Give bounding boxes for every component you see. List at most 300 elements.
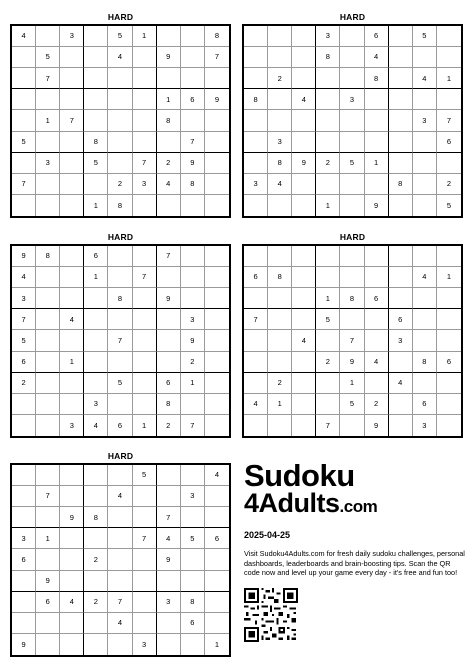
- sudoku-cell[interactable]: [413, 47, 437, 68]
- sudoku-cell[interactable]: [340, 246, 364, 267]
- sudoku-cell[interactable]: [84, 288, 108, 309]
- sudoku-cell[interactable]: [389, 195, 413, 216]
- sudoku-cell[interactable]: 2: [268, 373, 292, 394]
- sudoku-cell[interactable]: 1: [36, 528, 60, 549]
- sudoku-cell[interactable]: [268, 352, 292, 373]
- sudoku-cell[interactable]: [181, 288, 205, 309]
- sudoku-cell[interactable]: [389, 267, 413, 288]
- sudoku-cell[interactable]: [268, 246, 292, 267]
- sudoku-cell[interactable]: [316, 174, 340, 195]
- sudoku-cell[interactable]: [316, 330, 340, 351]
- sudoku-cell[interactable]: 7: [108, 592, 132, 613]
- sudoku-cell[interactable]: [181, 110, 205, 131]
- sudoku-cell[interactable]: [133, 373, 157, 394]
- sudoku-cell[interactable]: [12, 465, 36, 486]
- sudoku-cell[interactable]: 1: [36, 110, 60, 131]
- sudoku-cell[interactable]: [389, 246, 413, 267]
- sudoku-cell[interactable]: [108, 309, 132, 330]
- sudoku-cell[interactable]: [157, 267, 181, 288]
- sudoku-cell[interactable]: [244, 415, 268, 436]
- sudoku-cell[interactable]: [181, 68, 205, 89]
- sudoku-cell[interactable]: [268, 26, 292, 47]
- sudoku-cell[interactable]: 5: [12, 132, 36, 153]
- sudoku-cell[interactable]: 3: [12, 528, 36, 549]
- sudoku-cell[interactable]: [244, 47, 268, 68]
- sudoku-cell[interactable]: [205, 132, 229, 153]
- sudoku-cell[interactable]: [133, 613, 157, 634]
- sudoku-cell[interactable]: 9: [157, 47, 181, 68]
- sudoku-cell[interactable]: [340, 26, 364, 47]
- sudoku-cell[interactable]: [268, 195, 292, 216]
- sudoku-cell[interactable]: 4: [60, 592, 84, 613]
- sudoku-cell[interactable]: [157, 465, 181, 486]
- sudoku-cell[interactable]: [365, 174, 389, 195]
- sudoku-cell[interactable]: 3: [413, 110, 437, 131]
- sudoku-cell[interactable]: 3: [316, 26, 340, 47]
- sudoku-cell[interactable]: 9: [36, 571, 60, 592]
- sudoku-cell[interactable]: 1: [437, 68, 461, 89]
- sudoku-cell[interactable]: [36, 415, 60, 436]
- sudoku-cell[interactable]: [205, 373, 229, 394]
- sudoku-cell[interactable]: 8: [316, 47, 340, 68]
- sudoku-cell[interactable]: 5: [340, 153, 364, 174]
- sudoku-cell[interactable]: [292, 246, 316, 267]
- sudoku-cell[interactable]: [108, 394, 132, 415]
- sudoku-cell[interactable]: [340, 110, 364, 131]
- sudoku-cell[interactable]: 9: [157, 288, 181, 309]
- sudoku-cell[interactable]: [292, 373, 316, 394]
- sudoku-cell[interactable]: [292, 415, 316, 436]
- sudoku-cell[interactable]: [36, 26, 60, 47]
- sudoku-cell[interactable]: 5: [413, 26, 437, 47]
- sudoku-cell[interactable]: [316, 68, 340, 89]
- sudoku-cell[interactable]: 4: [292, 89, 316, 110]
- sudoku-cell[interactable]: [437, 394, 461, 415]
- sudoku-cell[interactable]: [365, 132, 389, 153]
- sudoku-cell[interactable]: 8: [389, 174, 413, 195]
- sudoku-cell[interactable]: [12, 110, 36, 131]
- sudoku-cell[interactable]: [205, 486, 229, 507]
- sudoku-cell[interactable]: 7: [36, 68, 60, 89]
- sudoku-cell[interactable]: [157, 330, 181, 351]
- sudoku-cell[interactable]: [84, 68, 108, 89]
- sudoku-cell[interactable]: 8: [268, 267, 292, 288]
- sudoku-cell[interactable]: [413, 89, 437, 110]
- sudoku-cell[interactable]: 1: [365, 153, 389, 174]
- sudoku-cell[interactable]: [316, 89, 340, 110]
- sudoku-cell[interactable]: [340, 267, 364, 288]
- sudoku-cell[interactable]: [413, 373, 437, 394]
- sudoku-cell[interactable]: [133, 47, 157, 68]
- sudoku-cell[interactable]: [157, 68, 181, 89]
- sudoku-cell[interactable]: [84, 634, 108, 655]
- sudoku-cell[interactable]: 2: [316, 352, 340, 373]
- sudoku-cell[interactable]: [413, 330, 437, 351]
- sudoku-cell[interactable]: [316, 267, 340, 288]
- sudoku-cell[interactable]: [108, 110, 132, 131]
- sudoku-cell[interactable]: [181, 549, 205, 570]
- sudoku-cell[interactable]: [157, 26, 181, 47]
- sudoku-cell[interactable]: 4: [60, 309, 84, 330]
- sudoku-cell[interactable]: [365, 267, 389, 288]
- sudoku-cell[interactable]: [36, 195, 60, 216]
- sudoku-cell[interactable]: [413, 153, 437, 174]
- sudoku-cell[interactable]: [413, 195, 437, 216]
- sudoku-cell[interactable]: [316, 373, 340, 394]
- sudoku-cell[interactable]: 5: [108, 373, 132, 394]
- sudoku-cell[interactable]: [60, 571, 84, 592]
- sudoku-cell[interactable]: [108, 68, 132, 89]
- sudoku-cell[interactable]: [437, 288, 461, 309]
- sudoku-cell[interactable]: 6: [437, 132, 461, 153]
- sudoku-cell[interactable]: 4: [84, 415, 108, 436]
- sudoku-cell[interactable]: [316, 110, 340, 131]
- sudoku-cell[interactable]: [316, 132, 340, 153]
- sudoku-cell[interactable]: [60, 267, 84, 288]
- sudoku-cell[interactable]: 2: [12, 373, 36, 394]
- sudoku-cell[interactable]: 2: [316, 153, 340, 174]
- sudoku-cell[interactable]: [84, 110, 108, 131]
- sudoku-cell[interactable]: 4: [365, 47, 389, 68]
- sudoku-cell[interactable]: 5: [316, 309, 340, 330]
- sudoku-cell[interactable]: [205, 549, 229, 570]
- sudoku-cell[interactable]: [205, 195, 229, 216]
- sudoku-cell[interactable]: 7: [133, 267, 157, 288]
- sudoku-cell[interactable]: [389, 68, 413, 89]
- sudoku-cell[interactable]: [437, 47, 461, 68]
- sudoku-cell[interactable]: 1: [316, 288, 340, 309]
- sudoku-cell[interactable]: [108, 267, 132, 288]
- sudoku-cell[interactable]: [60, 246, 84, 267]
- sudoku-cell[interactable]: [133, 68, 157, 89]
- sudoku-cell[interactable]: [181, 465, 205, 486]
- sudoku-cell[interactable]: [84, 352, 108, 373]
- sudoku-cell[interactable]: 4: [108, 486, 132, 507]
- sudoku-cell[interactable]: 8: [244, 89, 268, 110]
- sudoku-cell[interactable]: [365, 330, 389, 351]
- sudoku-cell[interactable]: [133, 549, 157, 570]
- sudoku-cell[interactable]: 3: [157, 592, 181, 613]
- sudoku-cell[interactable]: 6: [36, 592, 60, 613]
- sudoku-cell[interactable]: [157, 634, 181, 655]
- sudoku-cell[interactable]: [84, 309, 108, 330]
- sudoku-cell[interactable]: 7: [437, 110, 461, 131]
- sudoku-cell[interactable]: [268, 47, 292, 68]
- sudoku-cell[interactable]: 7: [157, 507, 181, 528]
- sudoku-cell[interactable]: [36, 634, 60, 655]
- sudoku-cell[interactable]: [60, 174, 84, 195]
- sudoku-cell[interactable]: [205, 153, 229, 174]
- sudoku-cell[interactable]: [268, 110, 292, 131]
- sudoku-cell[interactable]: 8: [108, 288, 132, 309]
- sudoku-cell[interactable]: [60, 330, 84, 351]
- sudoku-cell[interactable]: [292, 110, 316, 131]
- sudoku-cell[interactable]: 2: [84, 549, 108, 570]
- sudoku-cell[interactable]: [389, 110, 413, 131]
- sudoku-cell[interactable]: [84, 613, 108, 634]
- sudoku-cell[interactable]: [133, 571, 157, 592]
- sudoku-cell[interactable]: 2: [268, 68, 292, 89]
- sudoku-cell[interactable]: [205, 352, 229, 373]
- sudoku-cell[interactable]: [108, 571, 132, 592]
- sudoku-cell[interactable]: [292, 267, 316, 288]
- sudoku-cell[interactable]: 8: [268, 153, 292, 174]
- sudoku-cell[interactable]: [340, 47, 364, 68]
- sudoku-cell[interactable]: [413, 288, 437, 309]
- sudoku-cell[interactable]: [157, 352, 181, 373]
- sudoku-cell[interactable]: [205, 415, 229, 436]
- sudoku-cell[interactable]: 3: [181, 309, 205, 330]
- sudoku-cell[interactable]: [316, 246, 340, 267]
- sudoku-cell[interactable]: [108, 132, 132, 153]
- sudoku-cell[interactable]: [60, 153, 84, 174]
- sudoku-cell[interactable]: [268, 89, 292, 110]
- sudoku-cell[interactable]: 8: [181, 592, 205, 613]
- sudoku-cell[interactable]: 7: [36, 486, 60, 507]
- sudoku-cell[interactable]: [84, 528, 108, 549]
- sudoku-cell[interactable]: [12, 613, 36, 634]
- sudoku-cell[interactable]: 6: [413, 394, 437, 415]
- sudoku-cell[interactable]: 1: [340, 373, 364, 394]
- sudoku-cell[interactable]: [36, 330, 60, 351]
- sudoku-cell[interactable]: 1: [84, 195, 108, 216]
- sudoku-cell[interactable]: 6: [244, 267, 268, 288]
- sudoku-cell[interactable]: 9: [365, 415, 389, 436]
- sudoku-cell[interactable]: [389, 26, 413, 47]
- sudoku-cell[interactable]: [12, 592, 36, 613]
- sudoku-cell[interactable]: [133, 507, 157, 528]
- sudoku-cell[interactable]: [181, 246, 205, 267]
- sudoku-cell[interactable]: 3: [413, 415, 437, 436]
- sudoku-cell[interactable]: 6: [365, 26, 389, 47]
- sudoku-cell[interactable]: 3: [389, 330, 413, 351]
- sudoku-cell[interactable]: 1: [268, 394, 292, 415]
- sudoku-cell[interactable]: [389, 352, 413, 373]
- sudoku-cell[interactable]: [292, 132, 316, 153]
- sudoku-cell[interactable]: [60, 288, 84, 309]
- sudoku-cell[interactable]: [181, 26, 205, 47]
- sudoku-cell[interactable]: [244, 68, 268, 89]
- sudoku-cell[interactable]: 3: [60, 415, 84, 436]
- sudoku-cell[interactable]: [205, 288, 229, 309]
- sudoku-cell[interactable]: 2: [365, 394, 389, 415]
- sudoku-cell[interactable]: 8: [205, 26, 229, 47]
- sudoku-cell[interactable]: [36, 89, 60, 110]
- sudoku-cell[interactable]: [437, 373, 461, 394]
- sudoku-cell[interactable]: [181, 394, 205, 415]
- sudoku-cell[interactable]: 1: [214, 639, 220, 649]
- sudoku-cell[interactable]: 4: [12, 26, 36, 47]
- sudoku-cell[interactable]: [292, 394, 316, 415]
- sudoku-cell[interactable]: [205, 267, 229, 288]
- sudoku-cell[interactable]: 3: [181, 486, 205, 507]
- sudoku-cell[interactable]: [365, 373, 389, 394]
- sudoku-cell[interactable]: 7: [181, 415, 205, 436]
- sudoku-cell[interactable]: [157, 613, 181, 634]
- sudoku-cell[interactable]: 8: [157, 110, 181, 131]
- sudoku-cell[interactable]: [60, 394, 84, 415]
- sudoku-cell[interactable]: 4: [157, 528, 181, 549]
- sudoku-cell[interactable]: 3: [84, 394, 108, 415]
- sudoku-cell[interactable]: [133, 330, 157, 351]
- sudoku-cell[interactable]: [205, 330, 229, 351]
- sudoku-cell[interactable]: [413, 246, 437, 267]
- sudoku-cell[interactable]: [12, 415, 36, 436]
- sudoku-cell[interactable]: 1: [437, 267, 461, 288]
- sudoku-cell[interactable]: [60, 465, 84, 486]
- sudoku-cell[interactable]: [133, 309, 157, 330]
- sudoku-cell[interactable]: 2: [181, 352, 205, 373]
- sudoku-cell[interactable]: 7: [60, 110, 84, 131]
- sudoku-cell[interactable]: [244, 110, 268, 131]
- sudoku-cell[interactable]: [60, 89, 84, 110]
- sudoku-cell[interactable]: [413, 132, 437, 153]
- qr-code-icon[interactable]: [244, 588, 298, 642]
- sudoku-cell[interactable]: 4: [389, 373, 413, 394]
- sudoku-cell[interactable]: [244, 132, 268, 153]
- sudoku-cell[interactable]: 8: [340, 288, 364, 309]
- sudoku-cell[interactable]: [181, 267, 205, 288]
- sudoku-cell[interactable]: [340, 174, 364, 195]
- sudoku-cell[interactable]: 9: [292, 153, 316, 174]
- sudoku-cell[interactable]: [244, 246, 268, 267]
- sudoku-cell[interactable]: [413, 174, 437, 195]
- sudoku-cell[interactable]: [205, 571, 229, 592]
- sudoku-cell[interactable]: [60, 68, 84, 89]
- sudoku-cell[interactable]: 6: [365, 288, 389, 309]
- sudoku-cell[interactable]: [108, 465, 132, 486]
- sudoku-cell[interactable]: [365, 89, 389, 110]
- sudoku-cell[interactable]: [205, 68, 229, 89]
- sudoku-cell[interactable]: [133, 89, 157, 110]
- sudoku-cell[interactable]: 9: [12, 634, 36, 655]
- sudoku-cell[interactable]: [60, 132, 84, 153]
- sudoku-cell[interactable]: 6: [108, 415, 132, 436]
- sudoku-cell[interactable]: [181, 507, 205, 528]
- sudoku-cell[interactable]: [268, 288, 292, 309]
- sudoku-cell[interactable]: 2: [84, 592, 108, 613]
- sudoku-cell[interactable]: [205, 110, 229, 131]
- sudoku-cell[interactable]: [437, 415, 461, 436]
- sudoku-cell[interactable]: [205, 394, 229, 415]
- sudoku-cell[interactable]: [36, 267, 60, 288]
- sudoku-cell[interactable]: 1: [84, 267, 108, 288]
- sudoku-cell[interactable]: [205, 507, 229, 528]
- sudoku-cell[interactable]: [244, 330, 268, 351]
- sudoku-cell[interactable]: 3: [340, 89, 364, 110]
- sudoku-cell[interactable]: [157, 195, 181, 216]
- sudoku-cell[interactable]: [437, 89, 461, 110]
- sudoku-cell[interactable]: [84, 486, 108, 507]
- sudoku-cell[interactable]: [181, 571, 205, 592]
- sudoku-cell[interactable]: [36, 174, 60, 195]
- sudoku-cell[interactable]: [36, 132, 60, 153]
- sudoku-cell[interactable]: [36, 288, 60, 309]
- sudoku-cell[interactable]: 8: [365, 68, 389, 89]
- sudoku-cell[interactable]: [437, 26, 461, 47]
- sudoku-cell[interactable]: 9: [12, 246, 36, 267]
- sudoku-cell[interactable]: [84, 47, 108, 68]
- sudoku-cell[interactable]: [268, 309, 292, 330]
- sudoku-cell[interactable]: [389, 288, 413, 309]
- sudoku-cell[interactable]: 8: [413, 352, 437, 373]
- sudoku-cell[interactable]: [389, 394, 413, 415]
- sudoku-cell[interactable]: [36, 507, 60, 528]
- sudoku-cell[interactable]: [133, 352, 157, 373]
- sudoku-cell[interactable]: 5: [108, 26, 132, 47]
- sudoku-cell[interactable]: 2: [437, 174, 461, 195]
- sudoku-cell[interactable]: 6: [205, 528, 229, 549]
- sudoku-cell[interactable]: [292, 68, 316, 89]
- sudoku-cell[interactable]: [389, 47, 413, 68]
- sudoku-cell[interactable]: [437, 246, 461, 267]
- sudoku-cell[interactable]: [84, 330, 108, 351]
- sudoku-cell[interactable]: [437, 330, 461, 351]
- sudoku-cell[interactable]: [437, 153, 461, 174]
- sudoku-cell[interactable]: 1: [133, 26, 157, 47]
- sudoku-cell[interactable]: [36, 352, 60, 373]
- sudoku-cell[interactable]: [292, 174, 316, 195]
- sudoku-cell[interactable]: [108, 634, 132, 655]
- sudoku-cell[interactable]: 9: [181, 153, 205, 174]
- sudoku-cell[interactable]: [205, 592, 229, 613]
- sudoku-cell[interactable]: 2: [157, 153, 181, 174]
- sudoku-cell[interactable]: 7: [12, 174, 36, 195]
- sudoku-cell[interactable]: [244, 26, 268, 47]
- sudoku-cell[interactable]: 8: [84, 507, 108, 528]
- sudoku-cell[interactable]: [12, 68, 36, 89]
- sudoku-cell[interactable]: 6: [437, 352, 461, 373]
- sudoku-cell[interactable]: [84, 465, 108, 486]
- sudoku-cell[interactable]: 9: [157, 549, 181, 570]
- sudoku-cell[interactable]: 9: [340, 352, 364, 373]
- sudoku-cell[interactable]: [157, 309, 181, 330]
- sudoku-cell[interactable]: [181, 47, 205, 68]
- sudoku-cell[interactable]: [12, 394, 36, 415]
- sudoku-cell[interactable]: 1: [133, 415, 157, 436]
- sudoku-cell[interactable]: [292, 195, 316, 216]
- sudoku-cell[interactable]: [437, 309, 461, 330]
- sudoku-cell[interactable]: [12, 195, 36, 216]
- sudoku-cell[interactable]: 6: [389, 309, 413, 330]
- sudoku-cell[interactable]: [133, 246, 157, 267]
- sudoku-cell[interactable]: [12, 89, 36, 110]
- sudoku-cell[interactable]: [365, 309, 389, 330]
- sudoku-cell[interactable]: [60, 613, 84, 634]
- sudoku-cell[interactable]: [84, 174, 108, 195]
- sudoku-cell[interactable]: 4: [157, 174, 181, 195]
- sudoku-cell[interactable]: 9: [365, 195, 389, 216]
- sudoku-cell[interactable]: [133, 195, 157, 216]
- sudoku-cell[interactable]: [36, 465, 60, 486]
- sudoku-cell[interactable]: 4: [292, 330, 316, 351]
- sudoku-cell[interactable]: 6: [181, 89, 205, 110]
- sudoku-cell[interactable]: 7: [108, 330, 132, 351]
- sudoku-cell[interactable]: [36, 309, 60, 330]
- sudoku-cell[interactable]: 9: [205, 89, 229, 110]
- sudoku-cell[interactable]: 5: [36, 47, 60, 68]
- sudoku-cell[interactable]: 3: [12, 288, 36, 309]
- sudoku-cell[interactable]: [84, 26, 108, 47]
- sudoku-cell[interactable]: 6: [157, 373, 181, 394]
- sudoku-cell[interactable]: [389, 132, 413, 153]
- sudoku-cell[interactable]: [60, 47, 84, 68]
- sudoku-cell[interactable]: 8: [36, 246, 60, 267]
- sudoku-cell[interactable]: 1: [157, 89, 181, 110]
- sudoku-cell[interactable]: [244, 153, 268, 174]
- sudoku-cell[interactable]: [60, 195, 84, 216]
- sudoku-cell[interactable]: [12, 47, 36, 68]
